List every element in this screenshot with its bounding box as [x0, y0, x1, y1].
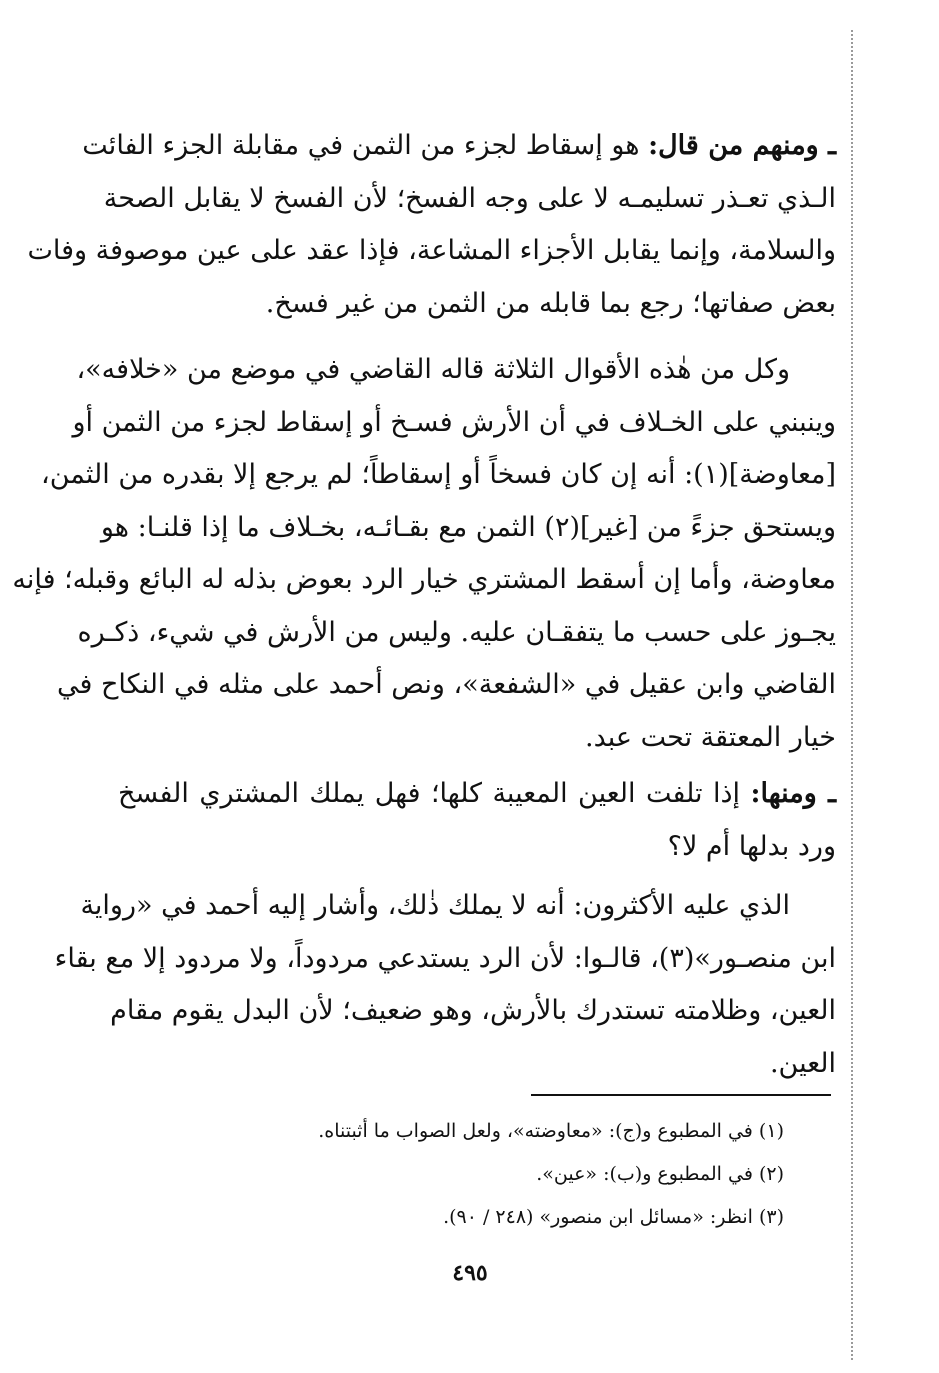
text-line: ـ ومنها: إذا تلفت العين المعيبة كلها؛ فهل يملك المشتري الفسخ [118, 778, 836, 809]
section-lead: ـ ومنهم من قال: [648, 130, 836, 161]
text-line: ويستحق جزءً من [غير](٢) الثمن مع بقـائـه، بخـلاف ما إذا قلنـا: هو [100, 511, 836, 543]
footnote: (٢) في المطبوع و(ب): «عين». [536, 1163, 784, 1185]
section-lead: ـ ومنها: [750, 778, 836, 809]
paragraph-2 [12, 344, 836, 764]
text-line: ورد بدلها أم لا؟ [667, 830, 836, 862]
page-edge-dotted-line [851, 30, 853, 1360]
paragraph-3 [118, 768, 836, 873]
text-line: والسلامة، وإنما يقابل الأجزاء المشاعة، فإذا عقد على عين موصوفة وفات [27, 235, 836, 266]
text-line: وينبني على الخـلاف في أن الأرش فسـخ أو إسقاط لجزء من الثمن أو [72, 406, 836, 438]
text-line: ابن منصـور»(٣)، قالـوا: لأن الرد يستدعي مردوداً، ولا مردود إلا مع بقاء [54, 942, 836, 974]
footnote: (٣) انظر: «مسائل ابن منصور» (٢٤٨ / ٩٠). [443, 1206, 784, 1228]
footnotes [240, 1110, 836, 1239]
text-line: الـذي تعـذر تسليمـه لا على وجه الفسخ؛ لأن الفسخ لا يقابل الصحة [103, 182, 836, 214]
text-line: العين، وظلامته تستدرك بالأرش، وهو ضعيف؛ لأن البدل يقوم مقام [110, 995, 836, 1026]
text-line: الذي عليه الأكثرون: أنه لا يملك ذٰلك، وأشار إليه أحمد في «رواية [80, 890, 790, 921]
text-line: وكل من هٰذه الأقوال الثلاثة قاله القاضي في موضع من «خلافه»، [76, 354, 790, 385]
text-line: بعض صفاتها؛ رجع بما قابله من الثمن من غير فسخ. [265, 287, 836, 319]
text-line: يجـوز على حسب ما يتفقـان عليه. وليس من الأرش في شيء، ذكـره [77, 616, 836, 648]
text-line: خيار المعتقة تحت عبد. [585, 721, 836, 753]
footnote: (١) في المطبوع و(ج): «معاوضته»، ولعل الصواب ما أثبتناه. [318, 1120, 784, 1142]
text-line: معاوضة، وأما إن أسقط المشتري خيار الرد بعوض بذله له البائع وقبله؛ فإنه [12, 564, 836, 595]
paragraph-1 [27, 120, 836, 330]
text-line: ـ ومنهم من قال: هو إسقاط لجزء من الثمن في مقابلة الجزء الفائت [82, 130, 836, 161]
text-line: القاضي وابن عقيل في «الشفعة»، ونص أحمد على مثله في النكاح في [56, 669, 836, 700]
text-line: العين. [769, 1047, 836, 1079]
footnote-separator [531, 1094, 831, 1096]
page-number: ٤٩٥ [452, 1260, 488, 1286]
text-line: [معاوضة](١): أنه إن كان فسخاً أو إسقاطاً؛ لم يرجع إلا بقدره من الثمن، [41, 459, 836, 490]
paragraph-4 [54, 880, 836, 1090]
